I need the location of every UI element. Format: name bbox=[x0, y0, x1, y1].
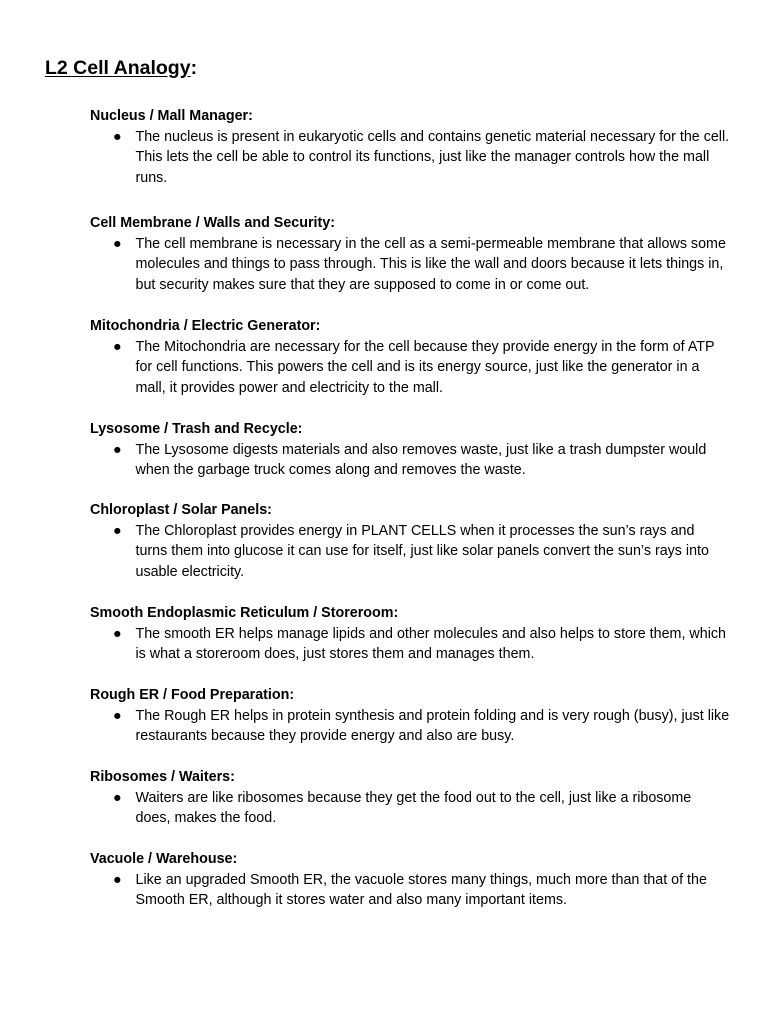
bullet-item bbox=[90, 870, 730, 911]
bullet-icon: ● bbox=[113, 871, 122, 888]
bullet-text: The Chloroplast provides energy in PLANT CELLS when it processes the sun’s rays and turns them into glucose it can use for itself, just like solar panels convert the sun’s rays into usable electricity. bbox=[135, 522, 709, 580]
section-heading: Ribosomes / Waiters: bbox=[90, 769, 235, 785]
section-heading: Rough ER / Food Preparation: bbox=[90, 687, 295, 703]
section-cell-membrane bbox=[90, 213, 730, 295]
section-smooth-er bbox=[90, 603, 730, 665]
section-lysosome bbox=[90, 419, 730, 481]
bullet-icon: ● bbox=[113, 128, 122, 145]
section-heading: Nucleus / Mall Manager: bbox=[90, 108, 253, 124]
bullet-item bbox=[90, 706, 730, 747]
bullet-text: Like an upgraded Smooth ER, the vacuole stores many things, much more than that of the Smooth ER, although it stores water and also many important items. bbox=[135, 871, 707, 909]
section-ribosomes bbox=[90, 767, 730, 829]
bullet-icon: ● bbox=[113, 235, 122, 252]
section-heading: Vacuole / Warehouse: bbox=[90, 851, 238, 867]
section-heading: Mitochondria / Electric Generator: bbox=[90, 318, 321, 334]
bullet-item bbox=[90, 788, 730, 829]
section-heading: Lysosome / Trash and Recycle: bbox=[90, 421, 303, 437]
section-heading: Cell Membrane / Walls and Security: bbox=[90, 215, 335, 231]
section-vacuole bbox=[90, 849, 730, 911]
document-title bbox=[45, 56, 197, 80]
document-title-text: L2 Cell Analogy bbox=[45, 57, 191, 79]
section-rough-er bbox=[90, 685, 730, 747]
bullet-text: Waiters are like ribosomes because they get the food out to the cell, just like a ribosome does, makes the food. bbox=[135, 789, 692, 827]
bullet-icon: ● bbox=[113, 441, 122, 458]
section-mitochondria bbox=[90, 316, 730, 398]
bullet-item bbox=[90, 440, 730, 481]
section-chloroplast bbox=[90, 500, 730, 582]
bullet-text: The smooth ER helps manage lipids and other molecules and also helps to store them, which is what a storeroom does, just stores them and manages them. bbox=[135, 625, 726, 663]
bullet-text: The Mitochondria are necessary for the cell because they provide energy in the form of ATP for cell functions. This powers the cell and is its energy source, just like the generator in a mall, it provides power and electricity to the mall. bbox=[135, 338, 715, 396]
bullet-icon: ● bbox=[113, 338, 122, 355]
section-heading: Chloroplast / Solar Panels: bbox=[90, 502, 272, 518]
bullet-icon: ● bbox=[113, 522, 122, 539]
bullet-item bbox=[90, 337, 730, 399]
bullet-item bbox=[90, 624, 730, 665]
section-nucleus bbox=[90, 106, 730, 188]
bullet-icon: ● bbox=[113, 625, 122, 642]
bullet-item bbox=[90, 127, 730, 189]
section-heading: Smooth Endoplasmic Reticulum / Storeroom: bbox=[90, 605, 399, 621]
bullet-text: The cell membrane is necessary in the cell as a semi-permeable membrane that allows some molecules and things to pass through. This is like the wall and doors because it lets things in, but security makes sure that they are supposed to come in or come out. bbox=[135, 235, 726, 293]
document-title-colon: : bbox=[190, 57, 198, 79]
bullet-icon: ● bbox=[113, 789, 122, 806]
bullet-item bbox=[90, 234, 730, 296]
bullet-text: The Lysosome digests materials and also removes waste, just like a trash dumpster would when the garbage truck comes along and removes the waste. bbox=[135, 441, 707, 479]
bullet-text: The nucleus is present in eukaryotic cells and contains genetic material necessary for the cell. This lets the cell be able to control its functions, just like the manager controls how the mall runs. bbox=[135, 128, 730, 186]
bullet-item bbox=[90, 521, 730, 583]
bullet-icon: ● bbox=[113, 707, 122, 724]
bullet-text: The Rough ER helps in protein synthesis and protein folding and is very rough (busy), just like restaurants because they provide energy and also are busy. bbox=[135, 707, 730, 745]
